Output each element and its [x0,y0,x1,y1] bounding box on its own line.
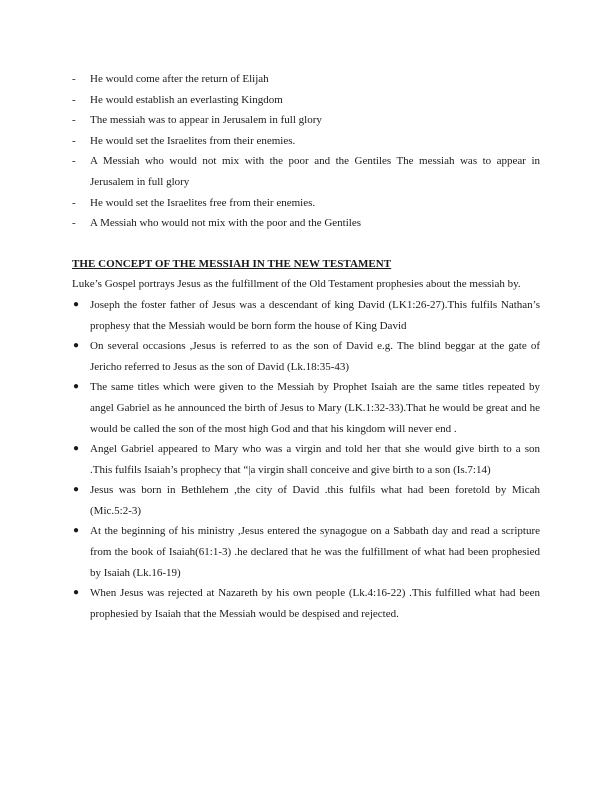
list-item-text: On several occasions ,Jesus is referred to as the son of David e.g. The blind beggar at the gate of Jericho referred to Jesus as the son of David (Lk.18:35-43) [90,340,540,373]
list-item [72,151,540,192]
list-item-text: He would set the Israelites free from their enemies. [90,196,316,209]
list-item-text: When Jesus was rejected at Nazareth by his own people (Lk.4:16-22) .This fulfilled what had been prophesied by Isaiah that the Messiah would be despised and rejected. [90,587,540,620]
dash-marker: - [72,217,76,230]
dash-marker: - [72,93,76,106]
list-item [72,480,540,521]
list-item [72,193,540,214]
list-item-text: The messiah was to appear in Jerusalem in full glory [90,114,322,127]
list-item-text: Joseph the foster father of Jesus was a descendant of king David (LK1:26-27).This fulfils Nathan’s prophesy that the Messiah would be born form the house of King David [90,298,540,332]
messiah-expectations-list [72,69,540,234]
list-item [72,439,540,480]
list-item-text: At the beginning of his ministry ,Jesus entered the synagogue on a Sabbath day and read a scripture from the book of Isaiah(61:1-3) .he declared that he was the fulfillment of what had been prophesied by Isaiah (Lk.16-19) [90,525,540,579]
bullet-marker: ● [73,525,80,537]
dash-marker: - [72,196,76,209]
list-item [72,295,540,336]
list-item [72,521,540,583]
bullet-marker: ● [73,381,80,393]
dash-marker: - [72,73,76,85]
fulfillment-bullet-list [72,295,540,625]
list-item [72,213,540,234]
bullet-marker: ● [73,484,80,496]
list-item-text: Jesus was born in Bethlehem ,the city of David .this fulfils what had been foretold by Micah (Mic.5:2-3) [90,484,540,517]
section-heading: THE CONCEPT OF THE MESSIAH IN THE NEW TESTAMENT [72,257,392,270]
dash-marker: - [72,134,76,147]
list-item [72,583,540,624]
dash-marker: - [72,114,76,127]
list-item-text: Angel Gabriel appeared to Mary who was a virgin and told her that she would give birth to a son .This fulfils Isaiah’s prophecy that “|a virgin shall conceive and give birth to a son (Is.7:14) [90,443,540,476]
list-item-text: A Messiah who would not mix with the poor and the Gentiles [90,217,361,230]
dash-marker: - [72,155,76,168]
bullet-marker: ● [73,587,80,599]
list-item-text: He would establish an everlasting Kingdom [90,93,283,106]
section-intro: Luke’s Gospel portrays Jesus as the fulfillment of the Old Testament prophesies about the messiah by. [72,278,521,291]
list-item [72,90,540,111]
list-item [72,131,540,152]
list-item [72,336,540,377]
bullet-marker: ● [73,340,80,352]
bullet-marker: ● [73,443,80,455]
list-item-text: The same titles which were given to the Messiah by Prophet Isaiah are the same titles repeated by angel Gabriel as he announced the birth of Jesus to Mary (LK.1:32-33).That he would be great and he would be called the son of the most high God and that his kingdom will never end . [90,381,540,435]
list-item-text: He would set the Israelites from their enemies. [90,134,296,147]
bullet-marker: ● [73,298,80,310]
list-item [72,110,540,131]
list-item-text: He would come after the return of Elijah [90,73,269,85]
page-content [72,69,540,624]
list-item [72,69,540,90]
list-item [72,377,540,439]
list-item-text: A Messiah who would not mix with the poor and the Gentiles The messiah was to appear in Jerusalem in full glory [90,155,540,188]
